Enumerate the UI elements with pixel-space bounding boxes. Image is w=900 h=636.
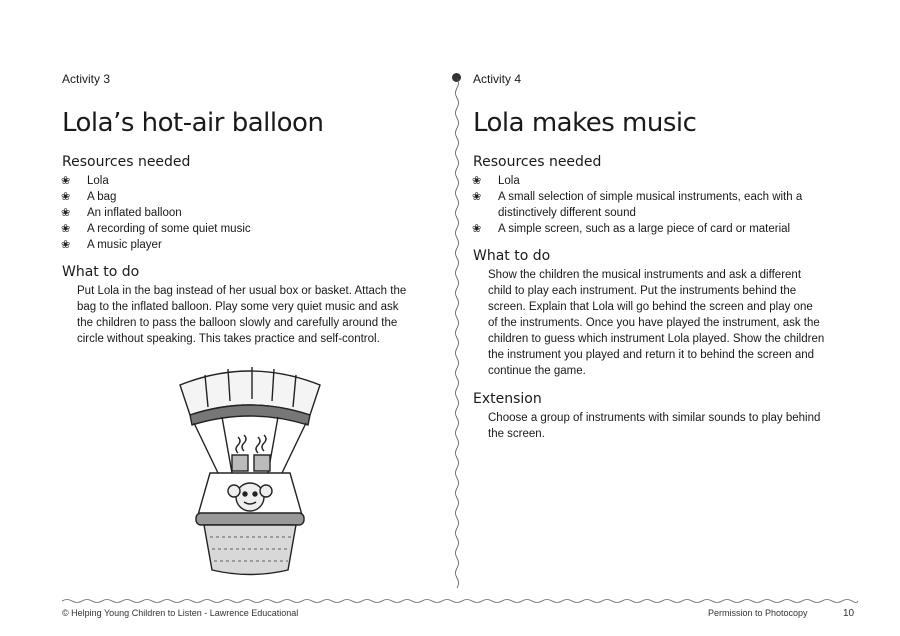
flower-bullet-icon: ❀ [472, 223, 482, 235]
activity-label: Activity 3 [62, 72, 111, 86]
resources-heading: Resources needed [62, 154, 191, 170]
activity-title: Lola’s hot-air balloon [62, 108, 324, 138]
footer-divider [62, 598, 858, 604]
what-to-do-heading: What to do [473, 248, 551, 264]
flower-bullet-icon: ❀ [61, 239, 71, 251]
footer-copyright: © Helping Young Children to Listen - Lawrence Educational [62, 608, 299, 618]
list-item: ❀ A music player [61, 239, 162, 251]
list-item: ❀ Lola [61, 175, 109, 187]
footer-permission: Permission to Photocopy [708, 608, 808, 618]
column-divider [454, 78, 460, 588]
extension-heading: Extension [473, 391, 542, 407]
what-to-do-text: Put Lola in the bag instead of her usual box or basket. Attach the bag to the inflated balloon. Play some very quiet music and ask the children to pass the balloon slowly and carefully around the circle without speaking. This takes practice and self-control. [77, 285, 407, 345]
extension-text: Choose a group of instruments with similar sounds to play behind the screen. [488, 412, 821, 440]
list-item: ❀ Lola [472, 175, 520, 187]
list-item: ❀ A simple screen, such as a large piece of card or material [472, 223, 791, 235]
what-to-do-heading: What to do [62, 264, 140, 280]
flower-bullet-icon: ❀ [472, 191, 482, 203]
list-item: ❀ A bag [61, 191, 117, 203]
flower-bullet-icon: ❀ [61, 191, 71, 203]
flower-bullet-icon: ❀ [61, 175, 71, 187]
resources-heading: Resources needed [473, 154, 602, 170]
flower-bullet-icon: ❀ [472, 175, 482, 187]
flower-bullet-icon: ❀ [61, 207, 71, 219]
activity-label: Activity 4 [473, 72, 522, 86]
what-to-do-text: Show the children the musical instruments and ask a different child to play each instrument. Put the instruments behind the screen. Explain that Lola will go behind the screen and play one of the instruments. Once you have played the instrument, ask the children to guess which instrument Lola played. Show the children the instrument you played and return it to behind the screen and continue the game. [488, 269, 825, 377]
list-item: ❀ A recording of some quiet music [61, 223, 251, 235]
page-number: 10 [843, 608, 855, 619]
hot-air-balloon-illustration [170, 365, 330, 580]
resources-list [62, 173, 440, 253]
list-item: ❀ A small selection of simple musical instruments, each with a distinctively different sound [472, 191, 803, 219]
flower-bullet-icon: ❀ [61, 223, 71, 235]
activity-title: Lola makes music [473, 108, 697, 138]
resources-list [473, 173, 858, 237]
list-item: ❀ An inflated balloon [61, 207, 182, 219]
